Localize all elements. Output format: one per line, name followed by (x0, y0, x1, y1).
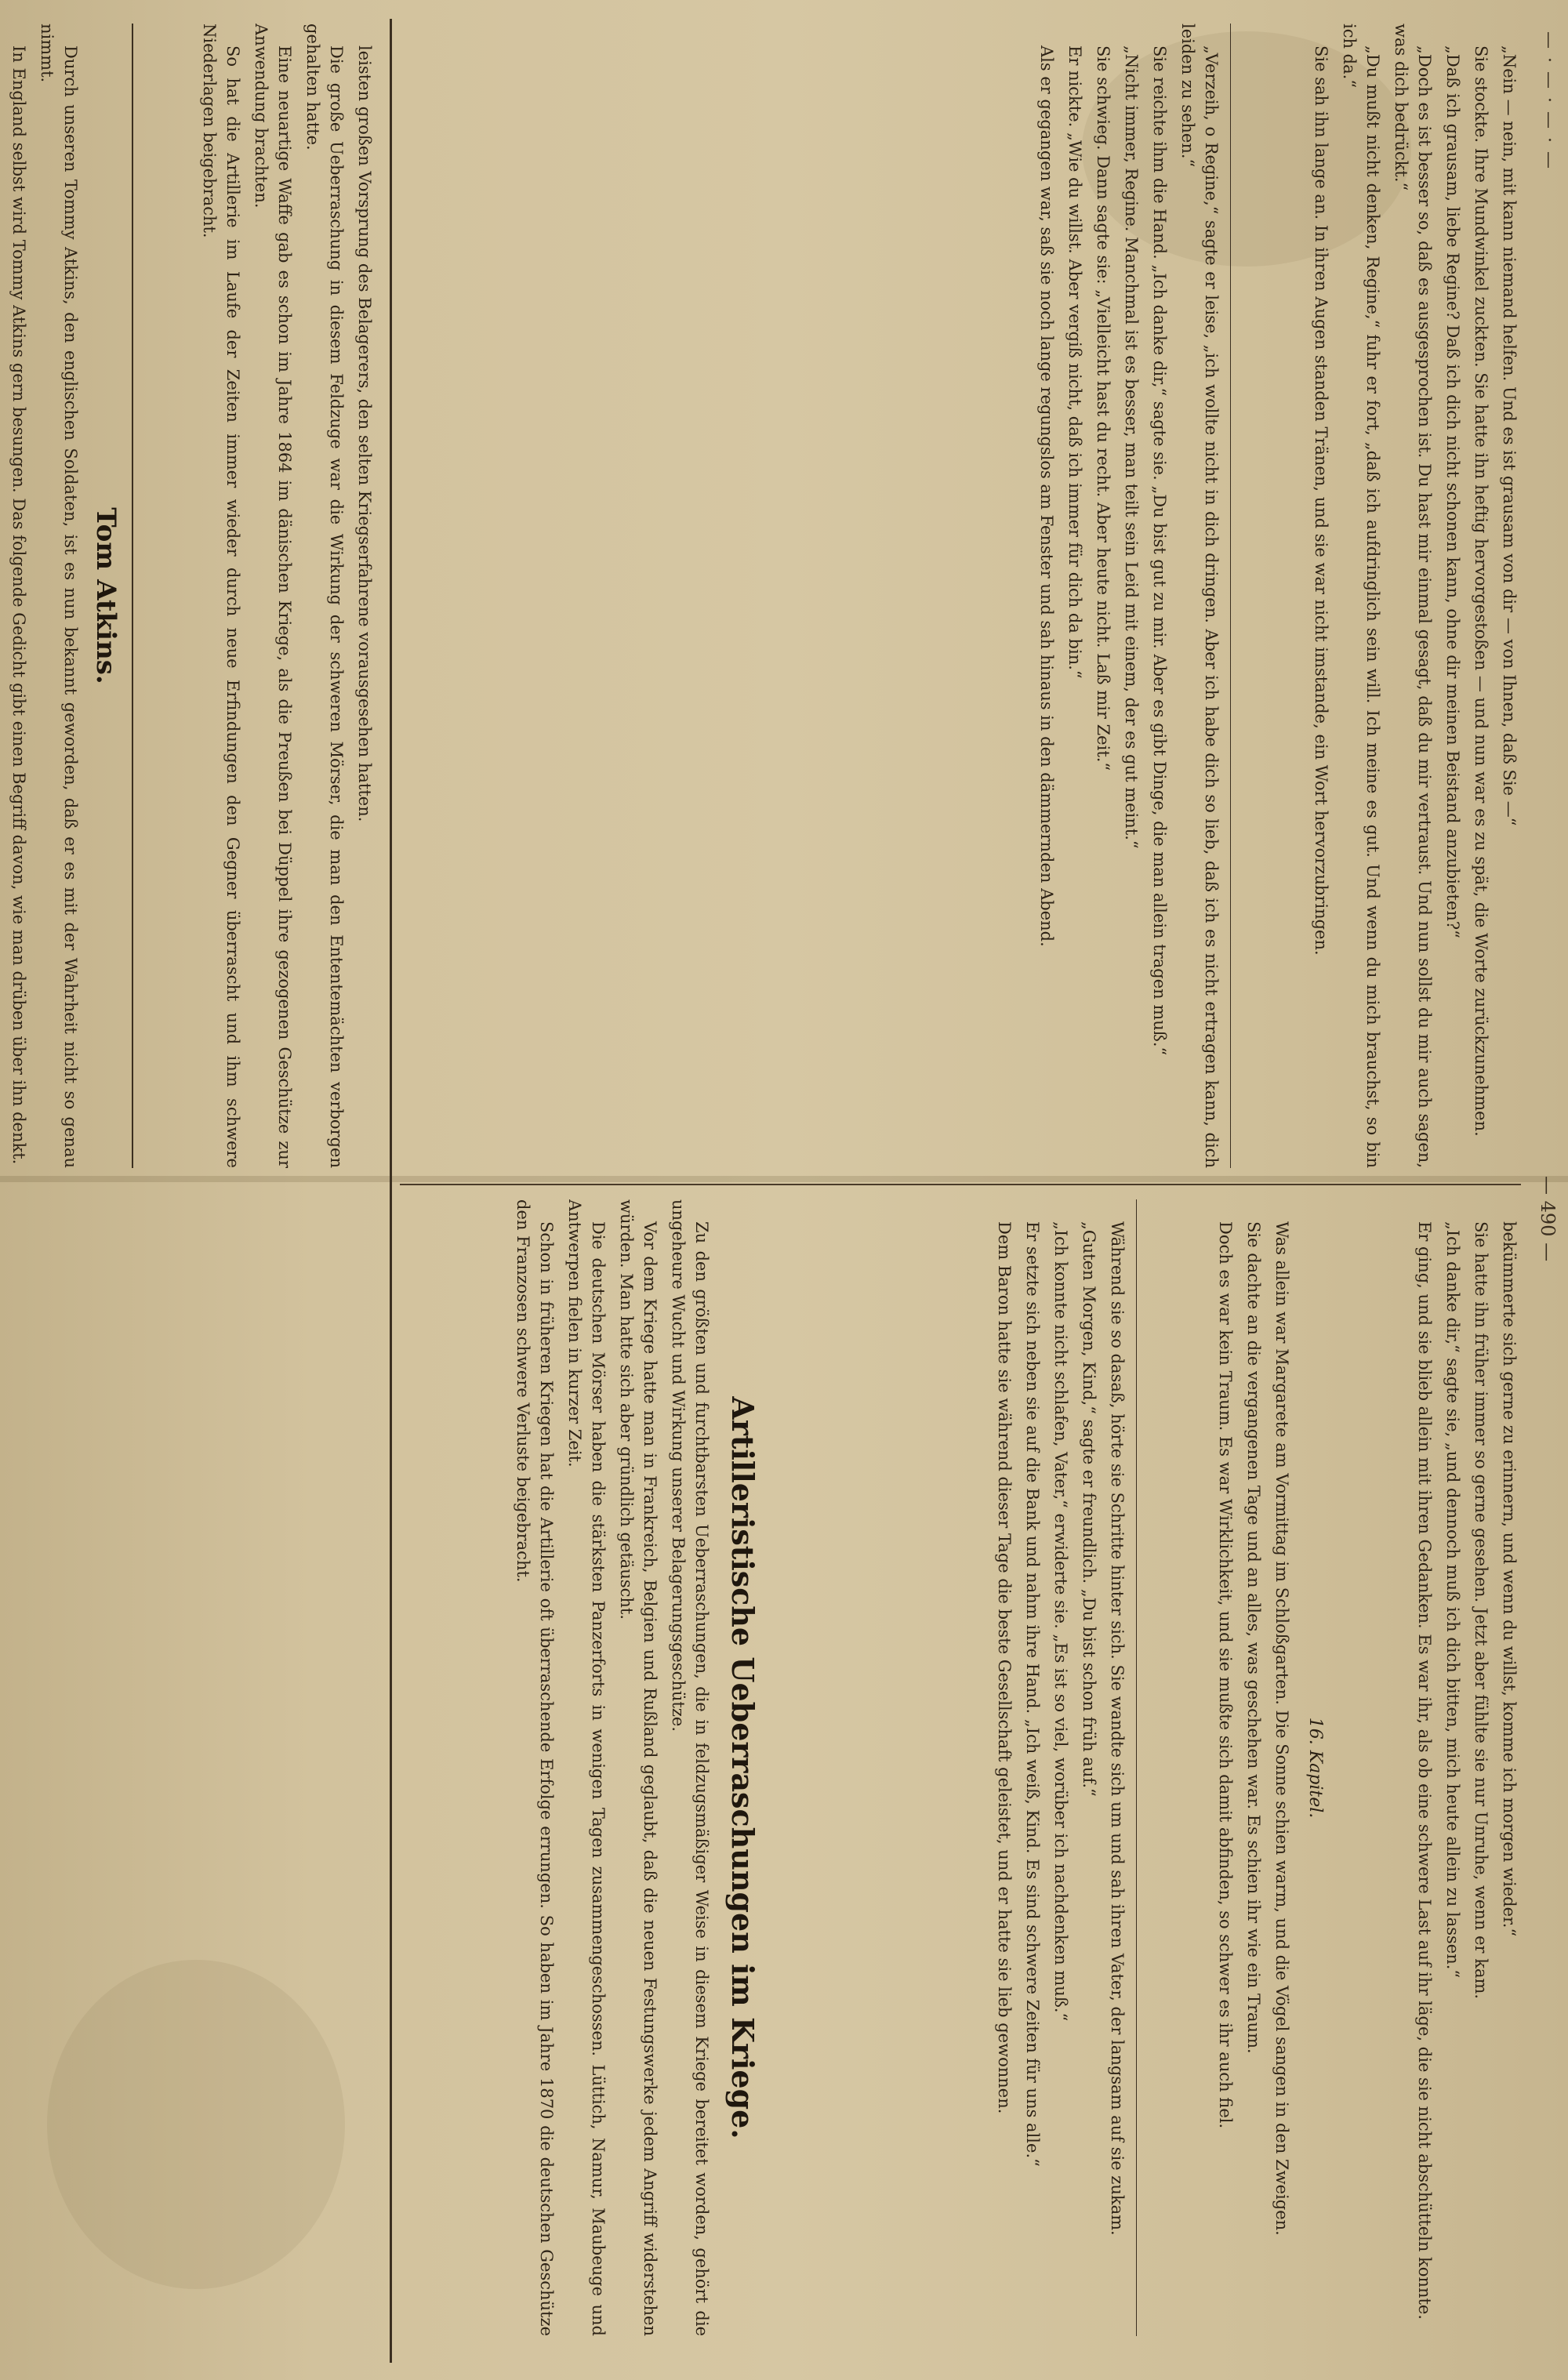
paragraph: Dem Baron hatte sie während dieser Tage die beste Gesellschaft geleistet, und er hatte sie lieb gewonnen. (995, 1221, 1014, 2114)
paragraph: Zu den größten und furchtbarsten Ueberraschungen, die in feldzugsmäßiger Weise in diesem Kriege bereitet worden, gehört die ungeheure Wucht und Wirkung unserer Belagerungsgeschütze. (669, 1199, 711, 2336)
paragraph: „Doch es ist besser so, daß es ausgesprochen ist. Du hast mir einmal gesagt, daß du mir vertraust. Und nun sollst du mir auch sagen, was dich bedrückt.“ (1392, 24, 1434, 1168)
paragraph: „Ich konnte nicht schlafen, Vater,“ erwiderte sie. „Es ist so viel, worüber ich nachdenken muß.“ (1051, 1221, 1070, 2022)
novel-column-3 (1333, 1199, 1521, 2336)
paragraph: Er setzte sich neben sie auf die Bank und nahm ihre Hand. „Ich weiß, Kind. Es sind schwere Zeiten für uns alle.“ (1023, 1221, 1042, 2167)
paragraph: Doch es war kein Traum. Es war Wirklichkeit, und sie mußte sich damit abfinden, so schwer es ihr auch fiel. (1216, 1221, 1235, 2129)
page-number: — 490 — (1537, 1176, 1559, 1262)
paragraph: Die deutschen Mörser haben die stärksten Panzerforts in wenigen Tagen zusammengeschossen. Lüttich, Namur, Maubeuge und Antwerpen fielen in kurzer Zeit. (565, 1199, 608, 2336)
paragraph: „Du mußt nicht denken, Regine,“ fuhr er fort, „daß ich aufdringlich sein will. Ich meine es gut. Und wenn du mich brauchst, so bin ich da.“ (1340, 24, 1382, 1168)
paragraph: leisten großen Vorsprung des Belagerers, den selten Kriegserfahrene vorausgesehen hatten. (355, 45, 374, 822)
paragraph: „Verzeih, o Regine,“ sagte er leise, „ich wollte nicht in dich dringen. Aber ich habe dich so lieb, daß ich es nicht ertragen kann, dich leiden zu sehen.“ (1178, 24, 1221, 1168)
novel-column-3b (1145, 1199, 1294, 2336)
paragraph: „Ich danke dir,“ sagte sie, „und dennoch muß ich dich bitten, mich heute allein zu lassen.“ (1443, 1221, 1462, 1979)
paragraph: Die große Ueberraschung in diesem Feldzuge war die Wirkung der schweren Mörser, die man den Ententemächten verborgen gehalten hatte. (303, 24, 346, 1168)
paragraph: So hat die Artillerie im Laufe der Zeiten immer wieder durch neue Erfindungen den Gegner überrascht und ihm schwere Niederlagen beigebracht. (200, 24, 242, 1168)
chapter-heading: 16. Kapitel. (1305, 1717, 1325, 1819)
paragraph: Sie reichte ihm die Hand. „Ich danke dir,“ sagte sie. „Du bist gut zu mir. Aber es gibt Dinge, die man allein tragen muß.“ (1150, 45, 1169, 1056)
paragraph: Sie hatte ihn früher immer so gerne gesehen. Jetzt aber fühlte sie nur Unruhe, wenn er kam. (1472, 1221, 1490, 2000)
paragraph: Sie stockte. Ihre Mundwinkel zuckten. Sie hatte ihn heftig hervorgestoßen — und nun war es zu spät, die Worte zurückzunehmen. (1472, 45, 1490, 1137)
paragraph: Durch unseren Tommy Atkins, den englischen Soldaten, ist es nun bekannt geworden, daß er es mit der Wahrheit nicht so genau nimmt. (38, 24, 80, 1168)
paragraph: „Daß ich grausam, liebe Regine? Daß ich dich nicht schonen kann, ohne dir meinen Beistand anzubieten?“ (1443, 45, 1462, 938)
paragraph: Als er gegangen war, saß sie noch lange regungslos am Fenster und sah hinaus in den dämmernden Abend. (1037, 45, 1056, 947)
paragraph: bekümmerte sich gerne zu erinnern, und wenn du willst, komme ich morgen wieder.“ (1500, 1221, 1519, 1937)
paragraph: Während sie so dasaß, hörte sie Schritte hinter sich. Sie wandte sich um und sah ihren Vater, der langsam auf sie zukam. (1108, 1221, 1127, 2236)
paragraph: „Nicht immer, Regine. Manchmal ist es besser, man teilt sein Leid mit einem, der es gut meint.“ (1122, 45, 1141, 849)
article-column-2 (141, 24, 376, 1168)
block-separator (390, 19, 392, 2363)
article-column-1 (400, 1199, 713, 2336)
section-divider (132, 24, 133, 1168)
poem-title: Tom Atkins. (90, 507, 122, 684)
paragraph: Er ging, und sie blieb allein mit ihren Gedanken. Es war ihr, als ob eine schwere Last auf ihr läge, die sie nicht abschütteln konnte. (1415, 1221, 1434, 2320)
paragraph: Was allein war Margarete am Vormittag im Schloßgarten. Die Sonne schien warm, und die Vögel sangen in den Zweigen. (1272, 1221, 1291, 2236)
paragraph: „Guten Morgen, Kind,“ sagte er freundlich. „Du bist schon früh auf.“ (1080, 1221, 1098, 1797)
header-ornament: — · — · — · — (1539, 31, 1559, 170)
column-divider (1230, 24, 1231, 1168)
article-headline: Artilleristische Ueberraschungen im Kriege. (725, 1396, 760, 2139)
paragraph: Vor dem Kriege hatte man in Frankreich, Belgien und Rußland geglaubt, daß die neuen Festungswerke jedem Angriff widerstehen würden. Man hatte sich aber gründlich getäuscht. (617, 1199, 659, 2336)
paragraph: „Nein — nein, mit kann niemand helfen. Und es ist grausam von dir — von Ihnen, daß Sie —“ (1500, 45, 1519, 826)
paragraph: Er nickte. „Wie du willst. Aber vergiß nicht, daß ich immer für dich da bin.“ (1065, 45, 1084, 679)
paragraph: Sie sah ihn lange an. In ihren Augen standen Tränen, und sie war nicht imstande, ein Wort hervorzubringen. (1312, 45, 1330, 956)
column-rule (400, 1184, 1521, 1185)
paragraph: Eine neuartige Waffe gab es schon im Jahre 1864 im dänischen Kriege, als die Preußen bei Düppel ihre gezogenen Geschütze zur Anwendung brachten. (252, 24, 294, 1168)
column-divider (1136, 1199, 1137, 2336)
paragraph: Sie schwieg. Dann sagte sie: „Vielleicht hast du recht. Aber heute nicht. Laß mir Zeit.“ (1094, 45, 1112, 771)
novel-column-4 (894, 1199, 1129, 2336)
novel-column-2 (964, 24, 1223, 1168)
poem-text (8, 24, 82, 1168)
paragraph: Schon in früheren Kriegen hat die Artillerie oft überraschende Erfolge errungen. So haben im Jahre 1870 die deutschen Geschütze den Franzosen schwere Verluste beigebracht. (514, 1199, 556, 2336)
paragraph: In England selbst wird Tommy Atkins gern besungen. Das folgende Gedicht gibt einen Begriff davon, wie man drüben über ihn denkt. (9, 45, 28, 1165)
novel-column-1 (1239, 24, 1521, 1168)
paragraph: Sie dachte an die vergangenen Tage und an alles, was geschehen war. Es schien ihr wie ein Traum. (1244, 1221, 1263, 2054)
